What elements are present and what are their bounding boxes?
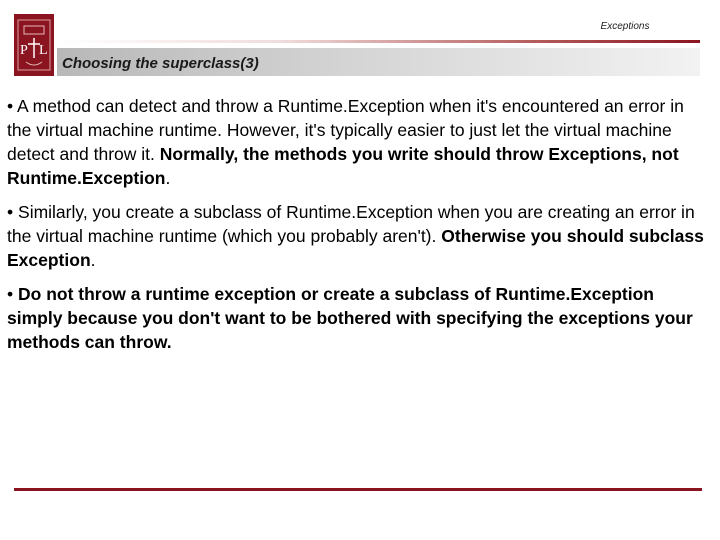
paragraph-text: A method can detect and throw a Runtime.Exception when it's encountered an error in the virtual machine runtime. However, it's typically easier to just let the virtual machine detect and throw it. <box>7 96 684 164</box>
bullet-paragraph <box>7 282 713 354</box>
bullet-paragraph <box>7 94 713 190</box>
header-divider <box>57 40 700 43</box>
slide-body <box>7 94 713 364</box>
bullet-icon: • <box>7 96 14 116</box>
paragraph-emphasis: Do not throw a runtime exception or create a subclass of Runtime.Exception simply because you don't want to be bothered with specifying the exceptions your methods can throw. <box>7 284 693 352</box>
bullet-icon: • <box>7 202 14 222</box>
footer-divider <box>14 488 702 491</box>
paragraph-emphasis: Otherwise you should subclass Exception <box>7 226 704 270</box>
slide-title: Choosing the superclass(3) <box>62 55 259 72</box>
paragraph-text: Similarly, you create a subclass of Runtime.Exception when you are creating an error in the virtual machine runtime (which you probably aren't). <box>7 202 695 246</box>
paragraph-emphasis: Normally, the methods you write should throw Exceptions, not Runtime.Exception <box>7 144 679 188</box>
bullet-icon: • <box>7 284 14 304</box>
svg-text:L: L <box>39 43 48 58</box>
section-label: Exceptions <box>600 21 650 32</box>
bullet-paragraph <box>7 200 713 272</box>
paragraph-end: . <box>165 168 171 188</box>
svg-text:P: P <box>20 43 28 58</box>
paragraph-end: . <box>90 250 96 270</box>
university-crest-icon <box>14 14 54 76</box>
